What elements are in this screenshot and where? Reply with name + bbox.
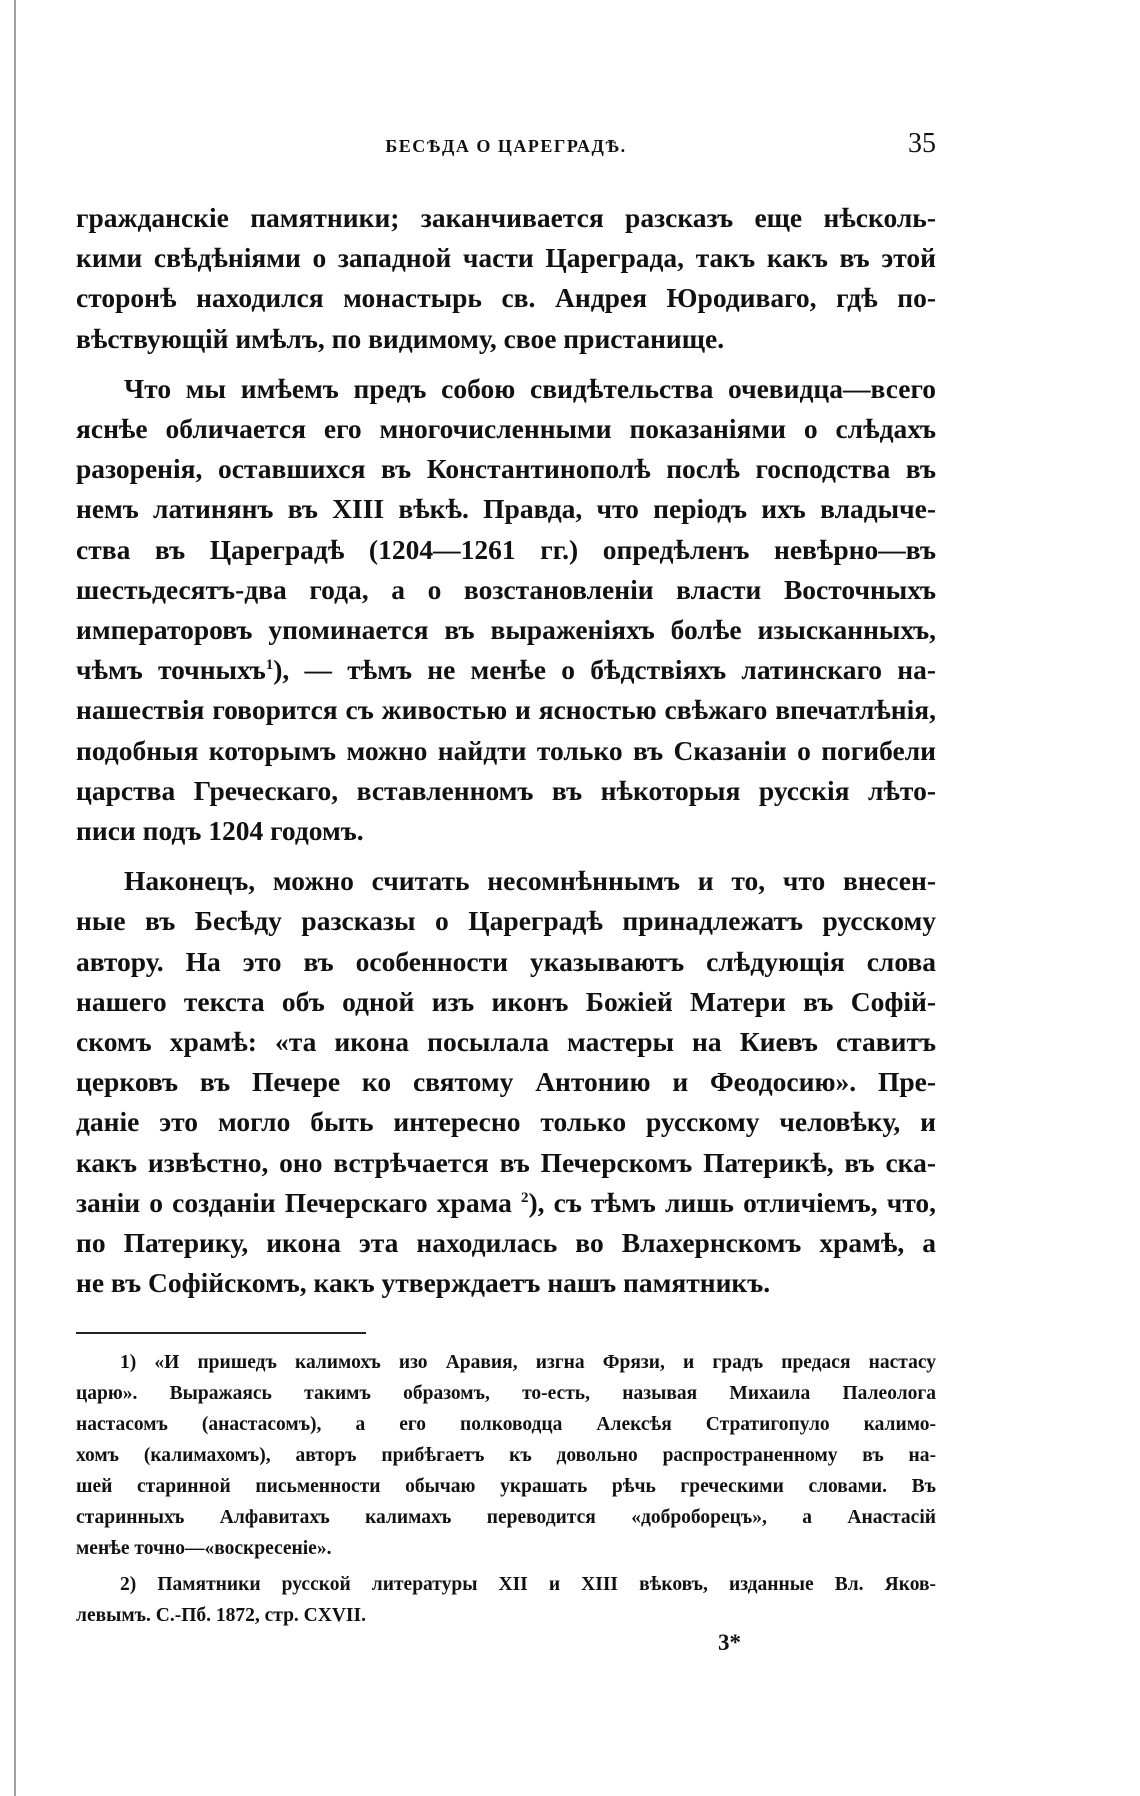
text-line: даніе это могло быть интересно только русскому человѣку, и (76, 1106, 936, 1138)
text-line: императоровъ упоминается въ выраженіяхъ болѣе изысканныхъ, (76, 614, 936, 646)
footnote-line: 1) «И пришедъ калимохъ изо Аравия, изгна Фрязи, и градъ предася настасу (120, 1352, 936, 1373)
text-line: автору. На это въ особенности указываютъ слѣдующія слова (76, 945, 936, 977)
text-line: шестьдесятъ-два года, а о возстановленіи власти Восточныхъ (76, 573, 936, 605)
text-line: церковъ въ Печере ко святому Антонию и Феодосию». Пре- (76, 1066, 936, 1098)
footnote-2 (76, 1569, 936, 1631)
running-title: БЕСѢДА О ЦАРЕГРАДѢ. (385, 136, 627, 156)
text-line: по Патерику, икона эта находилась во Влахернскомъ храмѣ, а (76, 1227, 936, 1259)
footnote-ref-2: 2 (521, 1189, 529, 1206)
footnotes (76, 1347, 936, 1636)
running-header (76, 128, 936, 168)
footnote-line: шей старинной письменности обычаю украшать рѣчь греческими словами. Въ (76, 1476, 936, 1497)
text-line: ные въ Бесѣду разсказы о Цареградѣ принадлежатъ русскому (76, 905, 936, 937)
text-line-with-footnote-ref (76, 650, 936, 690)
text-line: нашествія говорится съ живостью и ясностью свѣжаго впечатлѣнія, (76, 694, 936, 726)
text-line: нашего текста объ одной изъ иконъ Божіей Матери въ Софій- (76, 985, 936, 1017)
text-line: гражданскіе памятники; заканчивается разсказъ еще нѣсколь- (76, 202, 936, 233)
footnote-divider (76, 1332, 366, 1334)
footnote-line: левымъ. С.-Пб. 1872, стр. CXVII. (76, 1605, 366, 1626)
text-segment: чѣмъ точныхъ (76, 654, 266, 686)
text-line: Что мы имѣемъ предъ собою свидѣтельства очевидца—всего (124, 372, 936, 404)
text-line: скомъ храмѣ: «та икона посылала мастеры на Киевъ ставитъ (76, 1026, 936, 1058)
text-line-with-footnote-ref (76, 1183, 936, 1223)
text-segment: ), — тѣмъ не менѣе о бѣдствіяхъ латинскаго на- (273, 654, 936, 686)
text-line: разоренія, оставшихся въ Константинополѣ послѣ господства въ (76, 453, 936, 485)
text-line: кими свѣдѣніями о западной части Цареграда, такъ какъ въ этой (76, 242, 936, 274)
text-line: какъ извѣстно, оно встрѣчается въ Печерскомъ Патерикѣ, въ ска- (76, 1146, 936, 1178)
text-line: царства Греческаго, вставленномъ въ нѣкоторыя русскія лѣто- (76, 774, 936, 806)
footnote-line: старинныхъ Алфавитахъ калимахъ переводится «доброборецъ», а Анастасій (76, 1507, 936, 1528)
text-line: яснѣе обличается его многочисленными показаніями о слѣдахъ (76, 413, 936, 445)
paragraph-1 (76, 198, 936, 359)
paragraph-3 (76, 861, 936, 1303)
footnote-line: настасомъ (анастасомъ), а его полководца Алексѣя Стратигопуло калимо- (76, 1414, 936, 1435)
text-line: писи подъ 1204 годомъ. (76, 815, 364, 847)
text-line: сторонѣ находился монастырь св. Андрея Юродиваго, гдѣ по- (76, 282, 936, 314)
footnote-1 (76, 1347, 936, 1564)
footnote-line: менѣе точно—«воскресеніе». (76, 1538, 332, 1559)
text-line: немъ латинянъ въ XIII вѣкѣ. Правда, что періодъ ихъ владыче- (76, 493, 936, 525)
text-line: не въ Софійскомъ, какъ утверждаетъ нашъ памятникъ. (76, 1267, 771, 1299)
page-number: 35 (908, 128, 936, 159)
text-segment: ), съ тѣмъ лишь отличіемъ, что, (528, 1186, 936, 1218)
footnote-ref-1: 1 (265, 657, 274, 674)
footnote-line: 2) Памятники русской литературы XII и XIII вѣковъ, изданные Вл. Яков- (120, 1574, 936, 1595)
footnote-line: хомъ (калимахомъ), авторъ прибѣгаетъ къ довольно распространенному въ на- (76, 1445, 936, 1466)
text-line: ства въ Цареградѣ (1204—1261 гг.) опредѣленъ невѣрно—въ (76, 533, 936, 565)
text-line: Наконецъ, можно считать несомнѣннымъ и то, что внесен- (124, 865, 936, 897)
text-segment: заніи о созданіи Печерскаго храма (76, 1186, 512, 1218)
page-edge-line (14, 0, 16, 1796)
footnote-line: царю». Выражаясь такимъ образомъ, то-есть, называя Михаила Палеолога (76, 1383, 936, 1404)
text-line: подобныя которымъ можно найдти только въ Сказаніи о погибели (76, 734, 936, 766)
main-text (76, 198, 936, 1313)
signature-mark: 3* (718, 1630, 741, 1655)
paragraph-2 (76, 369, 936, 851)
text-line: вѣствующій имѣлъ, по видимому, свое пристанище. (76, 322, 725, 354)
